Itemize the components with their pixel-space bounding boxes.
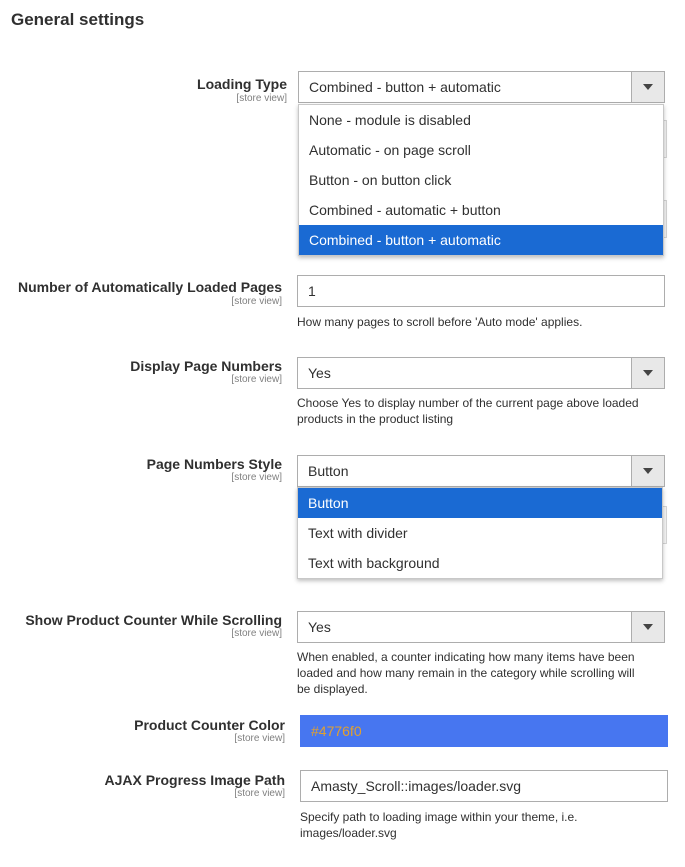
ajax-image-note-line2: images/loader.svg — [300, 826, 397, 840]
page-numbers-style-value: Button — [308, 463, 349, 479]
show-counter-toggle[interactable] — [631, 612, 664, 642]
show-counter-select[interactable] — [297, 611, 665, 643]
loading-type-select[interactable] — [298, 71, 665, 103]
ajax-image-note — [300, 809, 578, 841]
display-page-numbers-label: Display Page Numbers — [130, 358, 282, 374]
ajax-image-input[interactable]: Amasty_Scroll::images/loader.svg — [300, 770, 668, 802]
ajax-image-scope: [store view] — [234, 788, 285, 799]
display-page-numbers-scope: [store view] — [231, 374, 282, 385]
show-counter-note-line1: When enabled, a counter indicating how many items have been — [297, 650, 635, 664]
display-page-numbers-select[interactable] — [297, 357, 665, 389]
loading-type-option-combined-auto-button[interactable]: Combined - automatic + button — [309, 202, 501, 218]
page-numbers-style-label: Page Numbers Style — [146, 456, 282, 472]
counter-color-scope: [store view] — [234, 733, 285, 744]
chevron-down-icon — [643, 370, 653, 376]
counter-color-input[interactable]: #4776f0 — [300, 715, 668, 747]
auto-pages-label: Number of Automatically Loaded Pages — [18, 279, 282, 295]
loading-type-option-combined-button-auto[interactable]: Combined - button + automatic — [299, 225, 663, 255]
chevron-down-icon — [643, 84, 653, 90]
display-page-numbers-note — [297, 395, 639, 427]
loading-type-toggle[interactable] — [631, 72, 664, 102]
auto-pages-note: How many pages to scroll before 'Auto mode' applies. — [297, 315, 583, 329]
loading-type-option-automatic[interactable]: Automatic - on page scroll — [309, 142, 471, 158]
loading-type-label: Loading Type — [197, 76, 287, 92]
chevron-down-icon — [643, 468, 653, 474]
ajax-image-label: AJAX Progress Image Path — [104, 772, 285, 788]
loading-type-scope: [store view] — [236, 93, 287, 104]
auto-pages-scope: [store view] — [231, 296, 282, 307]
show-counter-note-line3: be displayed. — [297, 682, 368, 696]
auto-pages-input[interactable]: 1 — [297, 275, 665, 307]
loading-type-option-button[interactable]: Button - on button click — [309, 172, 452, 188]
chevron-down-icon — [643, 624, 653, 630]
loading-type-value: Combined - button + automatic — [309, 79, 501, 95]
show-counter-note-line2: loaded and how many remain in the category while scrolling will — [297, 666, 635, 680]
loading-type-option-none[interactable]: None - module is disabled — [309, 112, 471, 128]
ajax-image-note-line1: Specify path to loading image within your theme, i.e. — [300, 810, 578, 824]
section-title: General settings — [11, 10, 145, 29]
display-page-numbers-toggle[interactable] — [631, 358, 664, 388]
loading-type-dropdown — [298, 104, 664, 256]
page-numbers-style-option-background[interactable]: Text with background — [308, 555, 440, 571]
page-numbers-style-toggle[interactable] — [631, 456, 664, 486]
show-counter-note — [297, 649, 635, 697]
counter-color-label: Product Counter Color — [134, 717, 285, 733]
page-numbers-style-scope: [store view] — [231, 472, 282, 483]
display-page-numbers-note-line2: products in the product listing — [297, 412, 454, 426]
display-page-numbers-value: Yes — [308, 365, 331, 381]
page-numbers-style-option-button[interactable]: Button — [298, 488, 662, 518]
page-numbers-style-dropdown — [297, 487, 663, 579]
show-counter-scope: [store view] — [231, 628, 282, 639]
page-numbers-style-select[interactable] — [297, 455, 665, 487]
display-page-numbers-note-line1: Choose Yes to display number of the current page above loaded — [297, 396, 639, 410]
page-numbers-style-option-divider[interactable]: Text with divider — [308, 525, 408, 541]
show-counter-label: Show Product Counter While Scrolling — [25, 612, 282, 628]
show-counter-value: Yes — [308, 619, 331, 635]
